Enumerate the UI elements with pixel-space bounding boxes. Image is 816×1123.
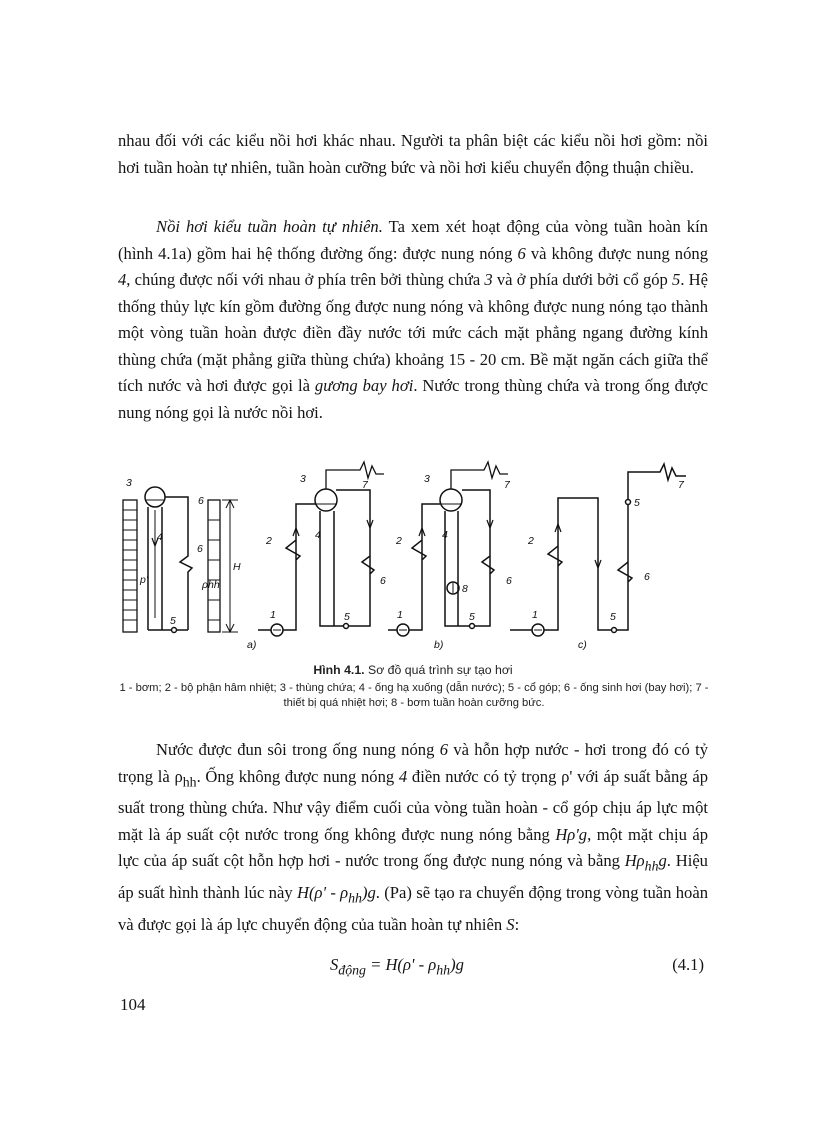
- label-p-prime: p': [140, 574, 148, 586]
- page-number: 104: [120, 995, 146, 1014]
- equation-4-1: [118, 955, 708, 983]
- label-7: 7: [504, 479, 510, 491]
- paragraph-intro: nhau đối với các kiểu nồi hơi khác nhau. Người ta phân biệt các kiểu nồi hơi gồm: nồi hơi tuần hoàn tự nhiên, tuần hoàn cưỡng bức và nồi hơi kiểu chuyển động thuận chiều.: [118, 131, 708, 177]
- label-6: 6: [506, 575, 512, 587]
- equation-body: $S_{động} = H(\rho' - \rho_{hh})g$: [330, 955, 464, 978]
- label-c: c): [578, 639, 587, 651]
- drum-3c: [440, 489, 462, 511]
- label-3: 3: [126, 477, 132, 489]
- label-2: 2: [396, 535, 402, 547]
- label-5: 5: [170, 615, 176, 627]
- label-1: 1: [532, 609, 538, 621]
- label-1: 1: [270, 609, 276, 621]
- label-a: a): [247, 639, 257, 651]
- label-5: 5: [344, 611, 350, 623]
- diagram-b: [258, 462, 386, 636]
- label-rho-hh: ρhh: [202, 579, 220, 591]
- drum-3a: [145, 487, 165, 507]
- drum-3b: [315, 489, 337, 511]
- label-3: 3: [424, 473, 430, 485]
- label-4: 4: [315, 529, 321, 541]
- label-6b: 6: [198, 495, 204, 507]
- label-7: 7: [678, 479, 684, 491]
- label-8: 8: [462, 583, 468, 595]
- label-7: 7: [362, 479, 368, 491]
- label-1: 1: [397, 609, 403, 621]
- label-4: 4: [442, 529, 448, 541]
- label-3: 3: [300, 473, 306, 485]
- figure-steam-generation-diagram: [112, 458, 718, 658]
- diagram-a: [123, 477, 256, 651]
- figure-caption: Hình 4.1. Sơ đồ quá trình sự tạo hơi: [313, 663, 513, 677]
- label-5: 5: [610, 611, 616, 623]
- diagram-c: [510, 464, 686, 651]
- label-2: 2: [528, 535, 534, 547]
- section-title: Nồi hơi kiểu tuần hoàn tự nhiên.: [156, 217, 383, 236]
- paragraph-driving-pressure: Nước được đun sôi trong ống nung nóng 6 và hỗn hợp nước - hơi trong đó có tỷ trọng là $\rho_{hh}$. Ống không được nung nóng 4 điền nước có tỷ trọng ρ' với áp suất bằng áp suất trong thùng chứa. Như vậy điểm cuối của vòng tuần hoàn - cổ góp chịu áp lực một mặt là áp suất cột nước trong ống không được nung nóng bằng Hρ'g, một mặt chịu áp lực của áp suất cột hỗn hợp hơi - nước trong ống được nung nóng và bằng $H\rho_{hh}g$. Hiệu áp suất hình thành lúc này $H(\rho' - \rho_{hh})g$. (Pa) sẽ tạo ra chuyển động trong vòng tuần hoàn và được gọi là áp lực chuyển động của tuần hoàn tự nhiên S:: [118, 740, 708, 934]
- label-b: b): [434, 639, 444, 651]
- term-evaporation-mirror: gương bay hơi: [314, 376, 414, 395]
- label-6: 6: [197, 543, 203, 555]
- label-5c: 5: [634, 497, 640, 509]
- paragraph-natural-circulation: Nồi hơi kiểu tuần hoàn tự nhiên. Ta xem xét hoạt động của vòng tuần hoàn kín (hình 4.1a) gồm hai hệ thống đường ống: được nung nóng 6 và không được nung nóng 4, chúng được nối với nhau ở phía trên bởi thùng chứa 3 và ở phía dưới bởi cổ góp 5. Hệ thống thủy lực kín gồm đường ống được nung nóng và không được nung nóng tạo thành một vòng tuần hoàn được điền đầy nước tới mức cách mặt phẳng ngang đường kính thùng chứa (mặt phẳng giữa thùng chứa) khoảng 15 - 20 cm. Bề mặt ngăn cách giữa thể tích nước và hơi được gọi là gương bay hơi. Nước trong thùng chứa và trong ống được nung nóng gọi là nước nồi hơi.: [118, 217, 709, 422]
- equation-number: (4.1): [672, 955, 704, 974]
- label-6: 6: [380, 575, 386, 587]
- label-4: 4: [157, 531, 163, 543]
- figure-legend: 1 - bơm; 2 - bộ phận hâm nhiệt; 3 - thùng chứa; 4 - ống hạ xuống (dẫn nước); 5 - cổ góp; 6 - ống sinh hơi (bay hơi); 7 - thiết bị quá nhiệt hơi; 8 - bơm tuần hoàn cưỡng bức.: [119, 682, 709, 709]
- label-5: 5: [469, 611, 475, 623]
- label-H: H: [233, 561, 241, 573]
- label-2: 2: [266, 535, 272, 547]
- diagram-b-forced: [388, 462, 512, 651]
- label-6: 6: [644, 571, 650, 583]
